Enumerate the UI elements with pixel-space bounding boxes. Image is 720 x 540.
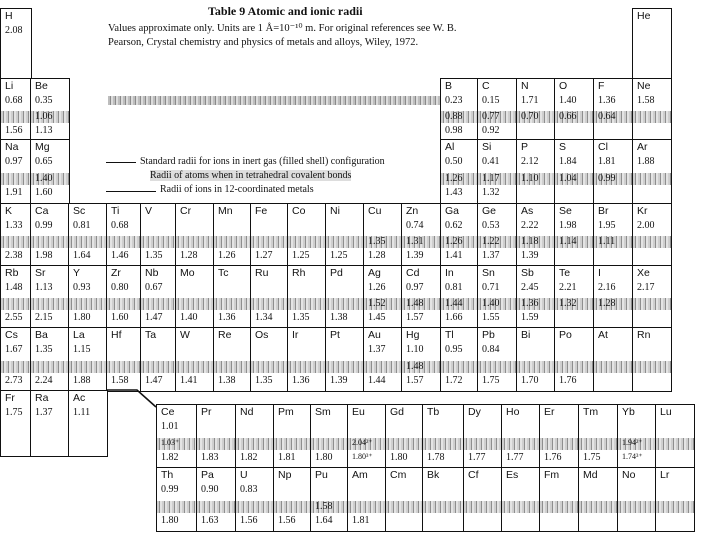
ionic-radius: 2.12: [521, 156, 539, 167]
element-symbol: Np: [278, 469, 292, 481]
metallic-radius: 1.76: [559, 375, 577, 386]
element-symbol: Yb: [622, 406, 635, 418]
element-symbol: Bi: [521, 329, 531, 341]
ionic-radius: 1.01: [161, 421, 179, 432]
element-symbol: Re: [218, 329, 232, 341]
covalent-radius: 1.31: [406, 236, 424, 247]
metallic-radius: 1.64: [315, 515, 333, 526]
metallic-radius: 1.56: [278, 515, 296, 526]
element-symbol: Eu: [352, 406, 365, 418]
metallic-radius: 1.44: [368, 375, 386, 386]
metallic-radius: 1.46: [111, 250, 129, 261]
element-symbol: Tb: [427, 406, 440, 418]
ionic-radius: 1.10: [406, 344, 424, 355]
element-symbol: Se: [559, 205, 572, 217]
ionic-radius: 0.81: [73, 220, 91, 231]
ionic-radius: 0.83: [240, 484, 258, 495]
element-symbol: Os: [255, 329, 269, 341]
ionic-radius: 1.36: [598, 95, 616, 106]
element-symbol: Mg: [35, 141, 50, 153]
covalent-radius: 0.77: [482, 111, 500, 122]
covalent-radius: 1.28: [598, 298, 616, 309]
covalent-radius: 1.18: [521, 236, 539, 247]
ionic-radius: 0.15: [482, 95, 500, 106]
legend-covalent: Radii of atoms when in tetrahedral covalent bonds: [150, 170, 352, 181]
metallic-radius: 1.45: [368, 312, 386, 323]
ionic-radius: 0.99: [161, 484, 179, 495]
covalent-radius: 1.17: [482, 173, 500, 184]
ionic-radius: 2.16: [598, 282, 616, 293]
element-symbol: Cf: [468, 469, 479, 481]
element-symbol: Ga: [445, 205, 460, 217]
element-symbol: Md: [583, 469, 598, 481]
metallic-radius: 1.55: [482, 312, 500, 323]
metallic-radius: 2.24: [35, 375, 53, 386]
element-symbol: H: [5, 10, 13, 22]
element-symbol: Ba: [35, 329, 48, 341]
element-symbol: Al: [445, 141, 455, 153]
metallic-radius: 1.77: [506, 452, 524, 463]
element-symbol: No: [622, 469, 636, 481]
element-symbol: Cr: [180, 205, 192, 217]
element-symbol: Am: [352, 469, 368, 481]
element-symbol: F: [598, 80, 605, 92]
element-symbol: Ag: [368, 267, 381, 279]
metallic-radius: 1.60: [35, 187, 53, 198]
element-symbol: Nb: [145, 267, 159, 279]
metallic-radius: 1.38: [218, 375, 236, 386]
metallic-radius: 1.34: [255, 312, 273, 323]
ionic-radius: 1.40: [559, 95, 577, 106]
element-symbol: Ra: [35, 392, 49, 404]
metallic-radius: 2.38: [5, 250, 23, 261]
ionic-radius: 0.97: [406, 282, 424, 293]
metallic-radius: 1.28: [180, 250, 198, 261]
element-symbol: In: [445, 267, 454, 279]
metallic-radius: 1.57: [406, 375, 424, 386]
element-symbol: Br: [598, 205, 609, 217]
covalent-radius: 1.40: [35, 173, 53, 184]
element-symbol: Li: [5, 80, 14, 92]
element-symbol: Gd: [390, 406, 405, 418]
element-symbol: Dy: [468, 406, 481, 418]
ionic-radius: 0.90: [201, 484, 219, 495]
covalent-radius: 1.06: [35, 111, 53, 122]
element-symbol: Hg: [406, 329, 420, 341]
metallic-radius: 1.35: [292, 312, 310, 323]
covalent-radius: 0.88: [445, 111, 463, 122]
ionic-radius: 2.17: [637, 282, 655, 293]
metallic-radius: 1.38: [330, 312, 348, 323]
covalent-radius: 1.36: [521, 298, 539, 309]
element-symbol: Er: [544, 406, 555, 418]
covalent-radius: 0.70: [521, 111, 539, 122]
metallic-radius: 1.77: [468, 452, 486, 463]
metallic-radius: 1.32: [482, 187, 500, 198]
ionic-radius: 2.22: [521, 220, 539, 231]
metallic-radius: 1.40: [180, 312, 198, 323]
metallic-radius: 1.82: [161, 452, 179, 463]
element-symbol: Te: [559, 267, 571, 279]
radius-value: 1.75: [5, 407, 23, 418]
element-symbol: Ge: [482, 205, 497, 217]
element-symbol: Na: [5, 141, 19, 153]
ionic-radius: 0.62: [445, 220, 463, 231]
element-symbol: Rn: [637, 329, 651, 341]
metallic-radius: 2.15: [35, 312, 53, 323]
covalent-radius: 1.48: [406, 361, 424, 372]
ionic-radius: 0.65: [35, 156, 53, 167]
element-symbol: Sr: [35, 267, 46, 279]
element-symbol: Ce: [161, 406, 175, 418]
metallic-radius: 1.88: [73, 375, 91, 386]
metallic-radius: 1.75: [482, 375, 500, 386]
ionic-radius: 1.98: [559, 220, 577, 231]
covalent-radius: 0.99: [598, 173, 616, 184]
metallic-radius: 1.81: [278, 452, 296, 463]
ionic-radius: 0.23: [445, 95, 463, 106]
element-symbol: K: [5, 205, 13, 217]
element-symbol: Tc: [218, 267, 229, 279]
ionic-radius: 1.48: [5, 282, 23, 293]
element-symbol: Pd: [330, 267, 343, 279]
element-symbol: Tl: [445, 329, 454, 341]
element-symbol: Pt: [330, 329, 340, 341]
element-symbol: Cd: [406, 267, 420, 279]
covalent-radius: 2.04²⁺: [352, 438, 373, 447]
covalent-radius: 1.48: [406, 298, 424, 309]
ionic-radius: 0.41: [482, 156, 500, 167]
metallic-radius: 1.80: [161, 515, 179, 526]
ionic-radius: 1.15: [73, 344, 91, 355]
metallic-radius: 1.80: [73, 312, 91, 323]
ionic-radius: 0.93: [73, 282, 91, 293]
element-symbol: Es: [506, 469, 519, 481]
element-symbol: Ru: [255, 267, 269, 279]
element-symbol: V: [145, 205, 153, 217]
element-symbol: B: [445, 80, 453, 92]
metallic-radius: 1.37: [482, 250, 500, 261]
element-symbol: Au: [368, 329, 381, 341]
element-symbol: Ti: [111, 205, 120, 217]
metallic-radius: 1.36: [218, 312, 236, 323]
metallic-radius: 1.35: [255, 375, 273, 386]
element-symbol: Cs: [5, 329, 18, 341]
element-symbol: Sb: [521, 267, 534, 279]
metallic-radius: 1.80: [390, 452, 408, 463]
covalent-radius: 1.94²⁺: [622, 438, 643, 447]
metallic-radius: 2.73: [5, 375, 23, 386]
ionic-radius: 0.35: [35, 95, 53, 106]
element-symbol: Po: [559, 329, 572, 341]
element-symbol: Pb: [482, 329, 495, 341]
ionic-radius: 1.33: [5, 220, 23, 231]
element-symbol: Pm: [278, 406, 294, 418]
metallic-radius: 1.27: [255, 250, 273, 261]
metallic-radius: 1.72: [445, 375, 463, 386]
metallic-radius: 1.47: [145, 312, 163, 323]
ionic-radius: 0.74: [406, 220, 424, 231]
metallic-radius: 1.81: [352, 515, 370, 526]
element-symbol: Th: [161, 469, 174, 481]
element-symbol: C: [482, 80, 490, 92]
metallic-radius: 1.60: [111, 312, 129, 323]
element-symbol: Lr: [660, 469, 670, 481]
ionic-radius: 1.13: [35, 282, 53, 293]
metallic-radius: 1.58: [111, 375, 129, 386]
ionic-radius: 1.81: [598, 156, 616, 167]
ionic-radius: 0.99: [35, 220, 53, 231]
element-symbol: Ni: [330, 205, 340, 217]
covalent-radius: 1.58: [315, 501, 333, 512]
metallic-radius: 1.80³⁺: [352, 452, 373, 461]
ionic-radius: 2.45: [521, 282, 539, 293]
element-symbol: Y: [73, 267, 81, 279]
covalent-radius: 0.64: [598, 111, 616, 122]
element-symbol: Sn: [482, 267, 495, 279]
element-symbol: La: [73, 329, 85, 341]
metallic-radius: 1.28: [368, 250, 386, 261]
metallic-radius: 1.36: [292, 375, 310, 386]
element-symbol: Kr: [637, 205, 648, 217]
metallic-radius: 2.55: [5, 312, 23, 323]
ionic-radius: 1.35: [35, 344, 53, 355]
covalent-radius: 1.44: [445, 298, 463, 309]
metallic-radius: 1.25: [330, 250, 348, 261]
covalent-radius: 1.26: [445, 173, 463, 184]
element-symbol: Sc: [73, 205, 86, 217]
element-symbol: I: [598, 267, 601, 279]
table-title: Table 9 Atomic and ionic radii: [208, 4, 363, 18]
metallic-radius: 1.57: [406, 312, 424, 323]
element-symbol: Ne: [637, 80, 651, 92]
covalent-radius: 1.40: [482, 298, 500, 309]
element-symbol: Xe: [637, 267, 650, 279]
element-symbol: Cl: [598, 141, 608, 153]
metallic-radius: 1.43: [445, 187, 463, 198]
covalent-radius: 1.22: [482, 236, 500, 247]
metallic-radius: 1.80: [315, 452, 333, 463]
element-symbol: At: [598, 329, 608, 341]
metallic-radius: 1.83: [201, 452, 219, 463]
metallic-radius: 1.64: [73, 250, 91, 261]
element-symbol: Mn: [218, 205, 233, 217]
element-symbol: Nd: [240, 406, 254, 418]
ionic-radius: 1.71: [521, 95, 539, 106]
ionic-radius: 1.37: [368, 344, 386, 355]
ionic-radius: 0.50: [445, 156, 463, 167]
covalent-radius: 0.66: [559, 111, 577, 122]
covalent-radius: 1.03⁺: [161, 438, 180, 447]
ionic-radius: 1.84: [559, 156, 577, 167]
metallic-radius: 1.47: [145, 375, 163, 386]
element-symbol: Pr: [201, 406, 212, 418]
ionic-radius: 2.00: [637, 220, 655, 231]
metallic-radius: 0.92: [482, 125, 500, 136]
element-symbol: He: [637, 10, 651, 22]
metallic-radius: 0.98: [445, 125, 463, 136]
element-symbol: Pa: [201, 469, 214, 481]
covalent-radius: 1.52: [368, 298, 386, 309]
metallic-radius: 1.98: [35, 250, 53, 261]
element-symbol: Si: [482, 141, 492, 153]
metallic-radius: 1.26: [218, 250, 236, 261]
ionic-radius: 0.68: [5, 95, 23, 106]
ionic-radius: 0.71: [482, 282, 500, 293]
element-symbol: Co: [292, 205, 306, 217]
element-symbol: Cu: [368, 205, 382, 217]
radius-value: 1.37: [35, 407, 53, 418]
metallic-radius: 1.39: [406, 250, 424, 261]
element-symbol: S: [559, 141, 567, 153]
element-symbol: Zn: [406, 205, 419, 217]
metallic-radius: 1.82: [240, 452, 258, 463]
ionic-radius: 1.58: [637, 95, 655, 106]
ionic-radius: 0.80: [111, 282, 129, 293]
ionic-radius: 1.26: [368, 282, 386, 293]
element-symbol: Cm: [390, 469, 407, 481]
ionic-radius: 2.21: [559, 282, 577, 293]
metallic-radius: 1.66: [445, 312, 463, 323]
element-symbol: Ho: [506, 406, 520, 418]
metallic-radius: 1.70: [521, 375, 539, 386]
element-symbol: Ir: [292, 329, 299, 341]
table-note: Values approximate only. Units are 1 Å=10⁻¹⁰ m. For original references see W. B. Pearson, Crystal chemistry and physics of metals and alloys, Wiley, 1972.: [108, 23, 457, 48]
metallic-radius: 1.74³⁺: [622, 452, 643, 461]
element-symbol: Zr: [111, 267, 121, 279]
metallic-radius: 1.63: [201, 515, 219, 526]
element-symbol: Tm: [583, 406, 599, 418]
ionic-radius: 0.53: [482, 220, 500, 231]
metallic-radius: 1.76: [544, 452, 562, 463]
metallic-radius: 1.39: [521, 250, 539, 261]
ionic-radius: 0.95: [445, 344, 463, 355]
element-symbol: P: [521, 141, 529, 153]
metallic-radius: 1.13: [35, 125, 53, 136]
ionic-radius: 0.84: [482, 344, 500, 355]
metallic-radius: 1.25: [292, 250, 310, 261]
metallic-radius: 1.75: [583, 452, 601, 463]
element-symbol: U: [240, 469, 248, 481]
element-symbol: Fr: [5, 392, 15, 404]
element-symbol: Hf: [111, 329, 122, 341]
ionic-radius: 1.95: [598, 220, 616, 231]
covalent-radius: 1.11: [598, 236, 616, 247]
covalent-radius: 1.35: [368, 236, 386, 247]
element-symbol: Lu: [660, 406, 672, 418]
element-symbol: Mo: [180, 267, 195, 279]
radius-value: 2.08: [5, 25, 23, 36]
element-symbol: Ac: [73, 392, 86, 404]
metallic-radius: 1.56: [240, 515, 258, 526]
element-symbol: Ta: [145, 329, 157, 341]
element-symbol: O: [559, 80, 568, 92]
covalent-radius: 1.14: [559, 236, 577, 247]
ionic-radius: 0.68: [111, 220, 129, 231]
metallic-radius: 1.78: [427, 452, 445, 463]
element-symbol: Fm: [544, 469, 560, 481]
metallic-radius: 1.35: [145, 250, 163, 261]
covalent-radius: 1.32: [559, 298, 577, 309]
element-symbol: Be: [35, 80, 48, 92]
metallic-radius: 1.59: [521, 312, 539, 323]
legend-ionic: Standard radii for ions in inert gas (filled shell) configuration: [140, 156, 385, 167]
covalent-radius: 1.04: [559, 173, 577, 184]
element-symbol: Ar: [637, 141, 648, 153]
element-symbol: W: [180, 329, 190, 341]
metallic-radius: 1.41: [180, 375, 198, 386]
legend-metallic: Radii of ions in 12-coordinated metals: [160, 184, 314, 195]
element-symbol: Sm: [315, 406, 331, 418]
metallic-radius: 1.91: [5, 187, 23, 198]
element-symbol: N: [521, 80, 529, 92]
element-symbol: Rh: [292, 267, 306, 279]
ionic-radius: 0.67: [145, 282, 163, 293]
ionic-radius: 0.81: [445, 282, 463, 293]
element-symbol: Ca: [35, 205, 49, 217]
element-symbol: Bk: [427, 469, 440, 481]
element-symbol: Rb: [5, 267, 19, 279]
radius-value: 1.11: [73, 407, 91, 418]
element-symbol: As: [521, 205, 534, 217]
metallic-radius: 1.39: [330, 375, 348, 386]
ionic-radius: 1.67: [5, 344, 23, 355]
metallic-radius: 1.41: [445, 250, 463, 261]
metallic-radius: 1.56: [5, 125, 23, 136]
covalent-radius: 1.10: [521, 173, 539, 184]
element-symbol: Fe: [255, 205, 268, 217]
ionic-radius: 1.88: [637, 156, 655, 167]
element-symbol: Pu: [315, 469, 328, 481]
ionic-radius: 0.97: [5, 156, 23, 167]
covalent-radius: 1.26: [445, 236, 463, 247]
